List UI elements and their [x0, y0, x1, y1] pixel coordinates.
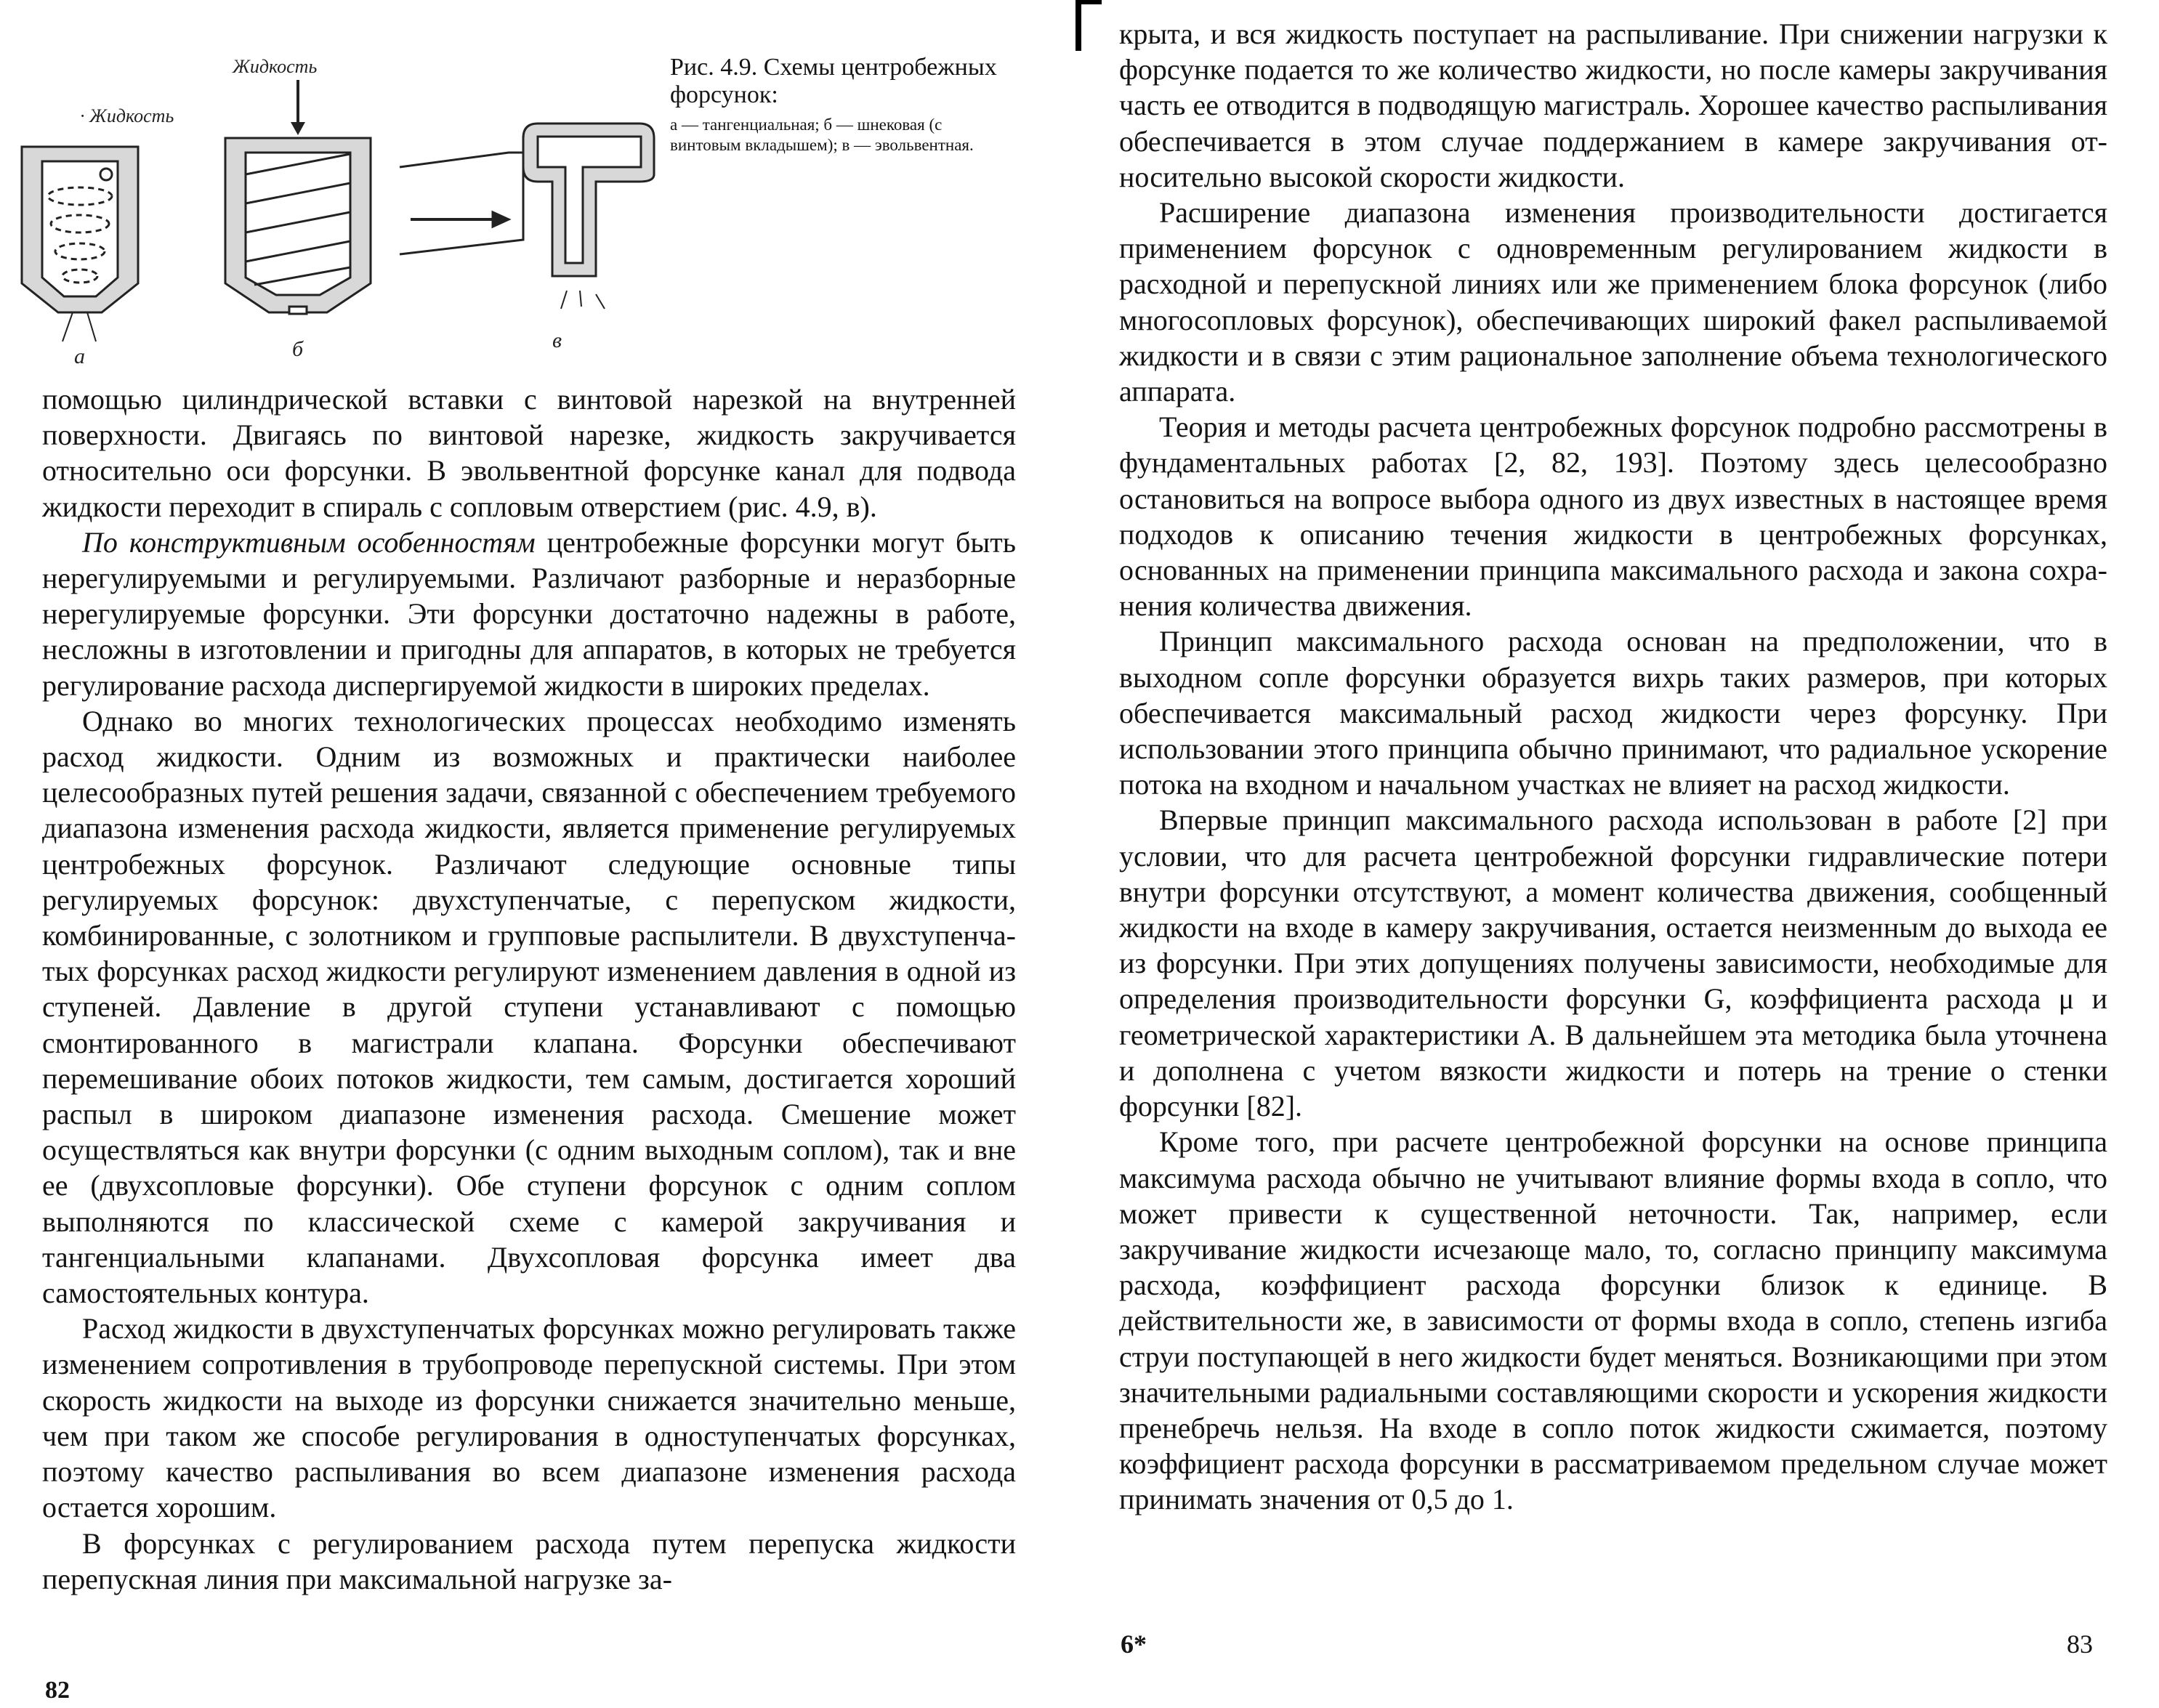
paragraph: Расход жидкости в двухступенчатых форсунках можно регулировать также изменением сопротивления в трубопроводе перепускной системы. При этом скорость жидкости на выходе из форсунки снижается значительно меньше, чем при таком же способе регулирования в одноступенчатых форсунках, поэтому качество распыливания во всем диапазоне изменения расхода остается хорошим. [42, 1312, 1016, 1524]
paragraph: Однако во многих технологических процессах необходимо изменять расход жидкости. Одним из возможных и практически наиболее целесообразных путей решения задачи, связанной с обеспечением требуемого диапазона изменения расхода жидкости, является применение регулируемых центробежных форсунок. Различают следующие основные типы регулируемых форсунок: двухступенчатые, с перепуском жидкости, комбинированные, с золотником и групповые распылители. В двухступенчатых форсунках расход жидкости регулируют изменением давления в одной из ступеней. Давление в другой ступени устанавливают с помощью смонтированного в магистрали клапана. Форсунки обеспечивают перемешивание обоих потоков жидкости, тем самым, достигается хороший распыл в широком диапазоне изменения расхода. Смешение может осуществляться как внутри форсунки (с одним выходным соплом), так и вне ее (двухсопловые форсунки). Обе ступени форсунок с одним соплом выполняются по классической схеме с камерой закручивания и тангенциальными клапанами. Двухсопловая форсунка имеет два самостоятельных контура. [42, 704, 1016, 1310]
inflow-arrow-head-b [291, 122, 305, 135]
paragraph: Расширение диапазона изменения производительности достигается применением форсунок с одновременным регулированием жидкости в расходной и перепускной линиях или же применением блока форсунок (либо многосопловых форсунок), обеспечивающих широкий факел распыливаемой жидкости и в связи с этим рациональное заполнение объема технологического аппарата. [1119, 196, 2107, 408]
fig-label-a: а [74, 344, 85, 368]
gutter [1046, 0, 1076, 1708]
page-number-right: 83 [2067, 1630, 2093, 1659]
paragraph: Теория и методы расчета центробежных форсунок подробно рассмотрены в фундаментальных работах [2, 82, 193]. Поэтому здесь целесообразно остановиться на вопросе выбора одного из двух известных в настоящее время подходов к описанию течения жидкости в центробежных форсунках, основанных на применении принципа максимального расхода и закона сохранения количества движения. [1119, 410, 2107, 623]
paragraph: Впервые принцип максимального расхода использован в работе [2] при условии, что для расчета центробежной форсунки гидравлические потери внутри форсунки отсутствуют, а момент количества движения, сообщенный жидкости на входе в камеру закручивания, остается неизменным до выхода ее из форсунки. При этих допущениях получены зависимости, необходимые для определения производительности форсунки G, коэффициента расхода μ и геометрической характеристики A. В дальнейшем эта методика была уточнена и дополнена с учетом вязкости жидкости и потерь на трение о стенки форсунки [82]. [1119, 804, 2107, 1123]
figure-caption-body: а — тангенциальная; б — шнековая (с винтовым вкладышем); в — эвольвентная. [670, 116, 974, 154]
paragraph-text: центробежные форсунки могут быть нерегулируемыми и регулируемыми. Различают разборные и неразборные нерегулируемые форсунки. Эти форсунки достаточно надежны в работе, несложны в изготовлении и пригодны для аппаратов, в которых не требуется регулирование расхода диспергируемой жидкости в широких пределах. [42, 525, 1016, 702]
paragraph: Принцип максимального расхода основан на предположении, что в выходном сопле форсунки образуется вихрь таких размеров, при которых обеспечивается максимальный расход жидкости через форсунку. При использовании этого принципа обычно принимают, что радиальное ускорение потока на входном и начальном участках не влияет на расход жидкости. [1119, 625, 2107, 801]
paragraph [42, 525, 1016, 703]
crop-mark-horizontal [1076, 0, 1102, 4]
right-page-body [1119, 16, 2107, 1518]
right-page [1076, 0, 2159, 1708]
fig-label-c: в [552, 328, 562, 352]
fig-label-liquid-b: Жидкость [233, 56, 318, 77]
left-page [0, 0, 1046, 1708]
italic-lead: По конструктивным особенностям [82, 525, 536, 559]
crop-mark [1076, 0, 1081, 51]
nozzle-b-screw-drawing [225, 138, 371, 314]
figure-caption [670, 54, 1012, 155]
paragraph: Кроме того, при расчете центробежной форсунки на основе принципа максимума расхода обычно не учитывают влияние формы входа в сопло, что может привести к существенной неточности. Так, например, если закручивание жидкости исчезающе мало, то, согласно принципу максимума расхода, коэффициент расхода форсунки близок к единице. В действительности же, в зависимости от формы входа в сопло, степень изгиба струи поступающей в него жидкости будет меняться. Возникающими при этом значительными радиальными составляющими скорости и ускорения жидкости пренебречь нельзя. На входе в сопло поток жидкости сжимается, поэтому коэффициент расхода форсунки в рассматриваемом предельном случае может принимать значения от 0,5 до 1. [1119, 1125, 2107, 1516]
page-number-left: 82 [45, 1677, 70, 1704]
signature-mark: 6* [1121, 1630, 1147, 1659]
paragraph: крыта, и вся жидкость поступает на распыливание. При снижении нагрузки к форсунке подается то же количество жидкости, но после камеры закручивания часть ее отводится в подводящую магистраль. Хорошее качество распыливания обеспечивается в этом случае поддержанием в камере закручивания относительно высокой скорости жидкости. [1119, 17, 2107, 193]
left-page-body [42, 381, 1016, 1597]
figure-caption-title: Рис. 4.9. Схемы центробежных форсунок: [670, 54, 997, 109]
fig-label-liquid-a: · Жидкость [80, 105, 174, 126]
paragraph: В форсунках с регулированием расхода путем перепуска жидкости перепускная линия при максимальной нагрузке за- [42, 1526, 1016, 1595]
nozzle-a-tangential-drawing [22, 147, 138, 341]
nozzle-c-involute-drawing [400, 124, 654, 309]
fig-label-b: б [292, 337, 304, 361]
paragraph: помощью цилиндрической вставки с винтовой нарезкой на внутренней поверхности. Двигаясь по винтовой нарезке, жидкость закручивается относительно оси форсунки. В эвольвентной форсунке канал для подвода жидкости переходит в спираль с сопловым отверстием (рис. 4.9, в). [42, 383, 1016, 523]
